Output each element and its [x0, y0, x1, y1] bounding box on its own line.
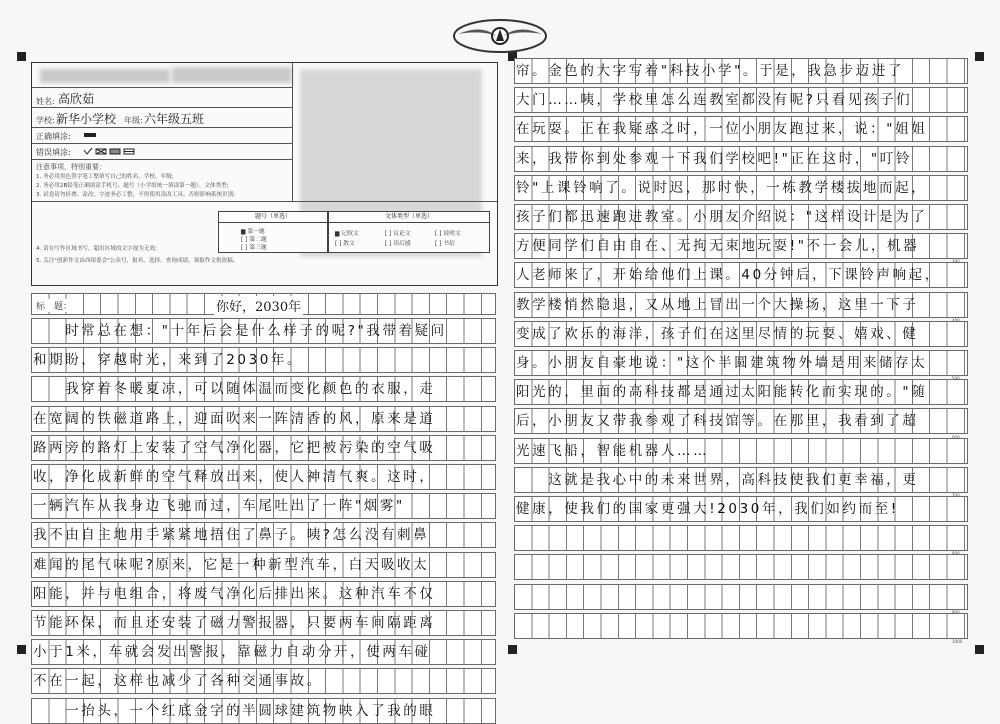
correct-fill-sample — [84, 133, 96, 137]
genre-option[interactable]: [ ] 读后感 — [385, 241, 411, 247]
essay-line: 小于1米，车就会发出警报，靠磁力自动分开，使两车碰 — [33, 644, 431, 661]
essay-line: 帘。金色的大字写着"科技小学"。于是，我急步迈进了 — [516, 63, 904, 79]
essay-line: 健康，使我们的国家更强大!2030年，我们如约而至! — [516, 501, 899, 517]
grade-label: 年级: — [124, 116, 143, 125]
name-value: 高欣茹 — [58, 92, 95, 106]
essay-line: 光速飞船，智能机器人…… — [516, 442, 710, 459]
grade-value: 六年级五班 — [144, 112, 205, 126]
divider — [32, 159, 292, 160]
divider — [292, 63, 293, 201]
essay-line: 一抬头，一个红底金字的半圆球建筑物映入了我的眼 — [33, 702, 436, 719]
genre-option-label: 记叙文 — [341, 231, 359, 237]
school-value: 新华小学校 — [56, 112, 117, 126]
essay-line: 后，小朋友又带我参观了科技馆等。在那里，我看到了超 — [516, 413, 919, 430]
essay-line: 方便同学们自由自在、无拘无束地玩耍!"不一会儿，机器 — [516, 238, 920, 255]
essay-line: 我不由自主地用手紧紧地捂住了鼻子。咦?怎么没有刺鼻 — [33, 527, 430, 544]
note-item: 5. 关注"创新作文由西组委会"公众号，报名、选择、查询成绩，领取作文批改稿。 — [36, 258, 239, 264]
question-option-label: 第三题 — [249, 245, 267, 251]
genre-option[interactable]: ▆ 记叙文 — [335, 231, 359, 237]
registration-mark — [508, 645, 517, 654]
student-info-panel — [31, 62, 498, 286]
note-item: 2. 务必用2B铅笔正确填涂手机号、题号（小学组统一填涂第一题）、文体类型; — [36, 183, 229, 189]
essay-line: 一辆汽车从我身边飞驰而过，车尾吐出了一阵"烟雾" — [33, 498, 405, 515]
essay-line: 节能环保，而且还安装了磁力警报器，只要两车间隔距离 — [33, 615, 436, 631]
notes-title: 注意事项，特别重要： — [36, 163, 106, 171]
genre-option-label: 议论文 — [393, 231, 411, 237]
genre-option[interactable]: [ ] 说明文 — [435, 231, 461, 237]
correct-fill-label: 正确填涂: — [36, 132, 71, 141]
genre-option-label: 读后感 — [393, 241, 411, 247]
grid-row — [514, 584, 968, 610]
note-item: 1. 务必用黑色签字笔工整填写自己的姓名、学校、年级; — [36, 174, 174, 180]
grid-row — [514, 554, 968, 580]
genre-option[interactable]: [ ] 散文 — [335, 241, 355, 247]
essay-line: 身。小朋友自豪地说："这个半圆建筑物外墙是用来储存太 — [516, 355, 928, 371]
redacted-area — [40, 69, 170, 83]
redacted-area — [172, 67, 292, 83]
question-option-label: 第一题 — [247, 229, 265, 235]
divider — [32, 201, 497, 202]
essay-line: 收，净化成新鲜的空气释放出来，使人神清气爽。这时， — [33, 469, 436, 485]
name-label: 姓名: — [36, 97, 55, 106]
word-count-marker: 300 — [952, 259, 960, 265]
essay-line: 教学楼悄然隐退，又从地上冒出一个大操场，这里一下子 — [516, 296, 919, 313]
essay-line: 铃"上课铃响了。说时迟，那时快，一栋教学楼拔地而起， — [516, 179, 928, 196]
genre-box — [328, 211, 490, 253]
grid-row — [514, 525, 968, 551]
genre-option[interactable]: [ ] 议论文 — [385, 231, 411, 237]
essay-line: 难闻的尾气味呢?原来，它是一种新型汽车，白天吸收太 — [33, 556, 430, 573]
essay-line: 阳能，并与电组合，将废气净化后排出来。这种汽车不仅 — [33, 585, 436, 602]
word-count-marker: 600 — [952, 434, 960, 440]
essay-line: 人老师来了，开始给他们上课。40分钟后，下课铃声响起， — [516, 267, 941, 284]
note-item: 4. 请在写作区域书写，超出区域的文字视为无效; — [36, 246, 157, 252]
question-option[interactable]: ▆ 第一题 — [241, 229, 265, 235]
divider — [32, 127, 292, 128]
essay-line: 大门……咦，学校里怎么连教室都没有呢?只看见孩子们 — [516, 92, 913, 109]
essay-line: 我穿着冬暖夏凉，可以随体温而变化颜色的衣服，走 — [33, 381, 436, 398]
essay-line: 变成了欢乐的海洋，孩子们在这里尽情的玩耍、嬉戏、健 — [516, 325, 919, 342]
genre-option-label: 说明文 — [443, 231, 461, 237]
essay-title-label: 标 题： — [36, 299, 72, 312]
genre-option[interactable]: [ ] 书信 — [435, 241, 455, 247]
winged-emblem-icon — [452, 14, 548, 54]
word-count-marker: 1000 — [952, 639, 963, 644]
divider — [32, 143, 292, 144]
note-item: 3. 试卷请勿折叠、涂改；字迹务必工整，不得使用涂改工具、否则影响系统识别; — [36, 192, 236, 198]
wrong-fill-label: 错误填涂: — [36, 148, 71, 157]
wrong-fill-samples — [82, 147, 152, 157]
genre-option-label: 散文 — [343, 241, 355, 247]
essay-title: 你好，2030年 — [214, 296, 303, 315]
divider — [32, 87, 292, 88]
school-label: 学校: — [36, 116, 55, 125]
essay-line: 孩子们都迅速跑进教室。小朋友介绍说："这样设计是为了 — [516, 209, 928, 225]
genre-option-label: 书信 — [443, 241, 455, 247]
genre-box-title: 文体类型（单选） — [329, 212, 489, 223]
question-box-title: 题号（单选） — [219, 212, 327, 223]
essay-line: 时常总在想："十年后会是什么样子的呢?"我带着疑问 — [33, 323, 447, 339]
essay-line: 路两旁的路灯上安装了空气净化器，它把被污染的空气吸 — [33, 439, 436, 456]
question-option-label: 第二题 — [249, 237, 267, 243]
registration-mark — [975, 645, 984, 654]
registration-mark — [17, 52, 26, 61]
word-count-marker: 800 — [952, 551, 960, 557]
essay-line: 不在一起，这样也减少了各种交通事故。 — [33, 673, 323, 690]
essay-line: 在宽阔的铁磁道路上，迎面吹来一阵清香的风，原来是道 — [33, 410, 436, 427]
essay-line: 和期盼，穿越时光，来到了2030年。 — [33, 352, 304, 369]
word-count-marker: 700 — [952, 493, 960, 498]
essay-line: 这就是我心中的未来世界，高科技使我们更幸福，更 — [516, 471, 919, 488]
divider — [32, 107, 292, 108]
registration-mark — [975, 52, 984, 61]
word-count-marker: 500 — [952, 376, 960, 382]
grid-row — [514, 613, 968, 639]
question-number-box — [218, 211, 328, 253]
essay-line: 在玩耍。正在我疑惑之时，一位小朋友跑过来，说："姐姐 — [516, 121, 928, 138]
registration-mark — [17, 645, 26, 654]
question-option[interactable]: [ ] 第三题 — [241, 245, 267, 251]
essay-line: 来，我带你到处参观一下我们学校吧!"正在这时，"叮铃 — [516, 150, 912, 167]
word-count-marker: 900 — [952, 609, 960, 615]
essay-line: 阳光的，里面的高科技都是通过太阳能转化而实现的。"随 — [516, 384, 928, 401]
word-count-marker: 400 — [952, 317, 960, 323]
question-option[interactable]: [ ] 第二题 — [241, 237, 267, 243]
